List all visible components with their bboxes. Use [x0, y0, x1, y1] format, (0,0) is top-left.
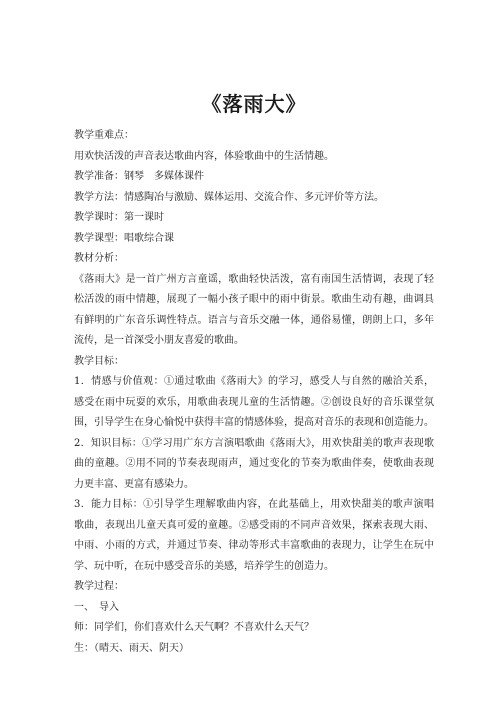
goal-3-line-3: 中雨、小雨的方式，并通过节奏、律动等形式丰富歌曲的表现力，让学生在玩中 [74, 540, 434, 551]
heading-teaching-process: 教学过程： [74, 581, 124, 592]
student-line: 生：（晴天、雨天、阴天） [74, 642, 189, 654]
heading-teaching-goals: 教学目标： [74, 355, 124, 367]
teaching-methods: 教学方法：情感陶冶与激励、媒体运用、交流合作、多元评价等方法。 [74, 191, 384, 203]
material-analysis-line-3: 有鲜明的广东音乐调性特点。语言与音乐交融一体，通俗易懂，朗朗上口，多年 [74, 314, 434, 326]
teacher-line: 师：同学们，你们喜欢什么天气啊？不喜欢什么天气？ [74, 622, 314, 633]
goal-3-line-2: 歌曲，表现出儿童天真可爱的童趣。②感受雨的不同声音效果，探索表现大雨、 [74, 519, 434, 531]
lesson-type: 教学课型：唱歌综合课 [74, 232, 174, 244]
heading-key-points: 教学重难点： [74, 130, 134, 141]
goal-2-line-2: 曲的童趣。②用不同的节奏表现雨声，通过变化的节奏为歌曲伴奏，使歌曲表现 [74, 458, 434, 469]
goal-1-line-1: 1．情感与价值观：①通过歌曲《落雨大》的学习，感受人与自然的融洽关系， [74, 376, 434, 387]
section-intro-heading: 一、 导入 [74, 601, 119, 613]
goal-3-line-1: 3．能力目标：①引导学生理解歌曲内容，在此基础上，用欢快甜美的歌声演唱 [74, 499, 434, 510]
material-analysis-line-4: 流传，是一首深受小朋友喜爱的歌曲。 [74, 335, 244, 346]
goal-3-line-4: 学、玩中听，在玩中感受音乐的美感，培养学生的创造力。 [74, 560, 334, 572]
goal-2-line-3: 力更丰富、更富有感染力。 [74, 478, 194, 490]
teaching-hours: 教学课时：第一课时 [74, 212, 164, 223]
goal-1-line-3: 围，引导学生在身心愉悦中获得丰富的情感体验，提高对音乐的表现和创造能力。 [74, 417, 434, 428]
goal-2-line-1: 2．知识目标：①学习用广东方言演唱歌曲《落雨大》，用欢快甜美的歌声表现歌 [74, 437, 434, 449]
heading-material-analysis: 教材分析： [74, 253, 124, 264]
key-points-text: 用欢快活泼的声音表达歌曲内容，体验歌曲中的生活情趣。 [74, 150, 334, 162]
goal-1-line-2: 感受在雨中玩耍的欢乐，用歌曲表现儿童的生活情趣。②创设良好的音乐课堂氛 [74, 396, 434, 408]
material-analysis-line-1: 《落雨大》是一首广州方言童谣，歌曲轻快活泼，富有南国生活情调，表现了轻 [74, 273, 434, 285]
document-title: 《落雨大》 [201, 92, 307, 116]
teaching-preparation: 教学准备：钢琴 多媒体课件 [74, 171, 204, 182]
document-page [74, 90, 434, 659]
material-analysis-line-2: 松活泼的雨中情趣，展现了一幅小孩子眼中的雨中街景。歌曲生动有趣，曲调具 [74, 294, 434, 305]
